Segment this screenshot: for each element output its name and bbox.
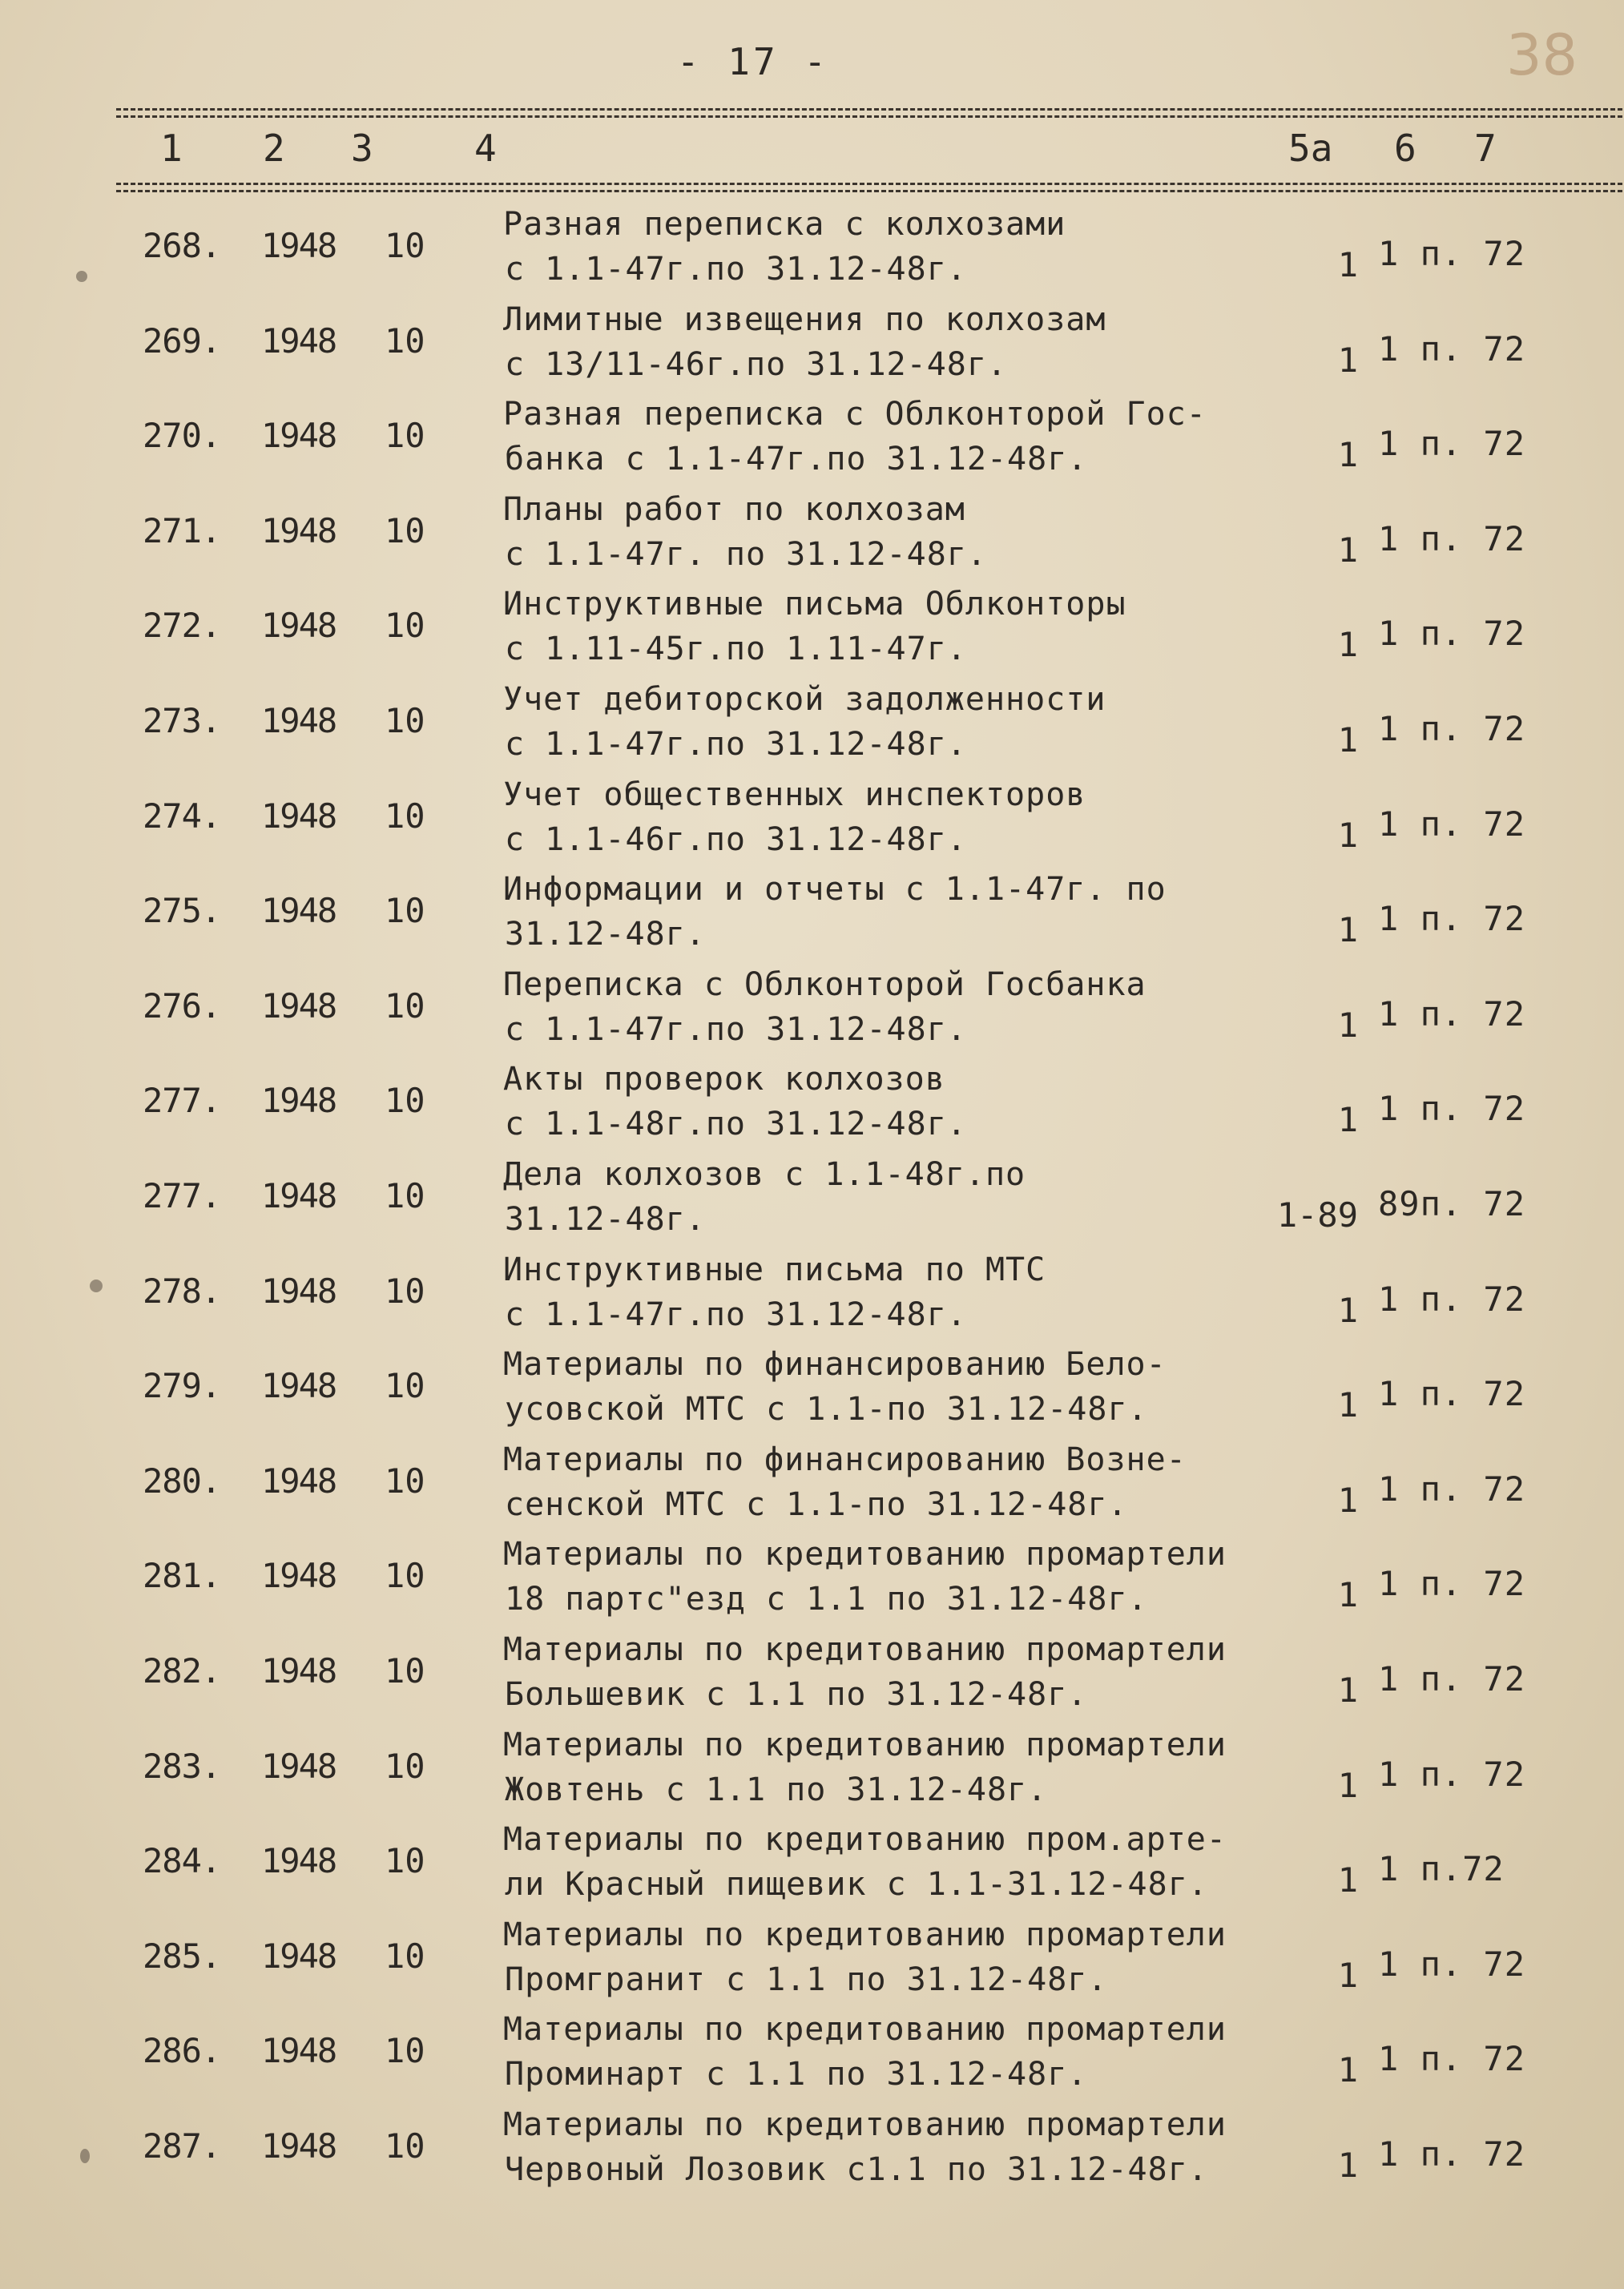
record-year: 1948: [261, 606, 336, 646]
record-title-line2: Червоный Лозовик с1.1 по 31.12-48г.: [505, 2151, 1208, 2188]
record-title: [503, 1437, 1352, 1527]
column-header-5a: 5а: [1288, 127, 1333, 170]
record-retention: 1 п. 72: [1378, 899, 1526, 939]
record-sheets: 1: [1337, 1290, 1358, 1330]
record-title: [503, 1342, 1352, 1432]
header-rule-top-double: [116, 115, 1622, 118]
table-row: [0, 1532, 1624, 1626]
record-title-line2: с 1.11-45г.по 1.11-47г.: [505, 631, 967, 668]
record-number: 279.: [143, 1366, 221, 1406]
record-retention: 1 п. 72: [1378, 2134, 1526, 2174]
record-number: 271.: [143, 510, 221, 550]
record-title-line1: Учет дебиторской задолженности: [503, 681, 1106, 718]
record-title-line1: Информации и отчеты с 1.1-47г. по: [503, 871, 1167, 909]
record-sheets: 1: [1337, 1480, 1358, 1520]
record-title-line1: Материалы по кредитованию промартели: [503, 2011, 1227, 2049]
record-title: [503, 1247, 1352, 1337]
table-row: [0, 2007, 1624, 2102]
record-retention: 1 п. 72: [1378, 1564, 1526, 1604]
record-sheets: 1: [1337, 1860, 1358, 1900]
record-number: 284.: [143, 1841, 221, 1881]
record-number: 274.: [143, 796, 221, 836]
record-title: [503, 1057, 1352, 1147]
page-number: - 17 -: [676, 40, 830, 83]
record-sheets: 1: [1337, 340, 1358, 380]
record-retention: 1 п. 72: [1378, 1374, 1526, 1414]
record-title: [503, 297, 1352, 387]
record-sheets: 1: [1337, 1575, 1358, 1615]
record-title-line1: Дела колхозов с 1.1-48г.по: [503, 1156, 1026, 1193]
record-retention: 1 п. 72: [1378, 234, 1526, 273]
record-fund: 10: [385, 1366, 425, 1406]
header-rule-bottom: [116, 183, 1622, 185]
record-year: 1948: [261, 416, 336, 456]
record-sheets: 1: [1337, 435, 1358, 475]
record-year: 1948: [261, 226, 336, 265]
record-number: 273.: [143, 701, 221, 740]
record-title: [503, 582, 1352, 671]
record-retention: 1 п. 72: [1378, 424, 1526, 464]
record-number: 281.: [143, 1556, 221, 1596]
record-title-line2: Проминарт с 1.1 по 31.12-48г.: [505, 2056, 1088, 2094]
record-sheets: 1: [1337, 2050, 1358, 2090]
record-sheets: 1-89: [1276, 1195, 1358, 1235]
record-year: 1948: [261, 891, 336, 931]
record-fund: 10: [385, 1556, 425, 1596]
record-title-line1: Материалы по кредитованию промартели: [503, 2106, 1227, 2143]
record-year: 1948: [261, 1746, 336, 1786]
record-sheets: 1: [1337, 1955, 1358, 1995]
record-year: 1948: [261, 701, 336, 740]
record-fund: 10: [385, 226, 425, 265]
record-retention: 1 п. 72: [1378, 2039, 1526, 2079]
record-fund: 10: [385, 510, 425, 550]
record-fund: 10: [385, 416, 425, 456]
record-number: 272.: [143, 606, 221, 646]
header-rule-bottom-double: [116, 190, 1622, 192]
record-title: [503, 2102, 1352, 2192]
record-title-line1: Планы работ по колхозам: [503, 490, 965, 528]
record-title: [503, 392, 1352, 482]
record-number: 278.: [143, 1271, 221, 1311]
record-title-line1: Разная переписка с колхозами: [503, 206, 1066, 243]
record-retention: 1 п. 72: [1378, 1279, 1526, 1319]
record-title-line2: 18 партс"езд с 1.1 по 31.12-48г.: [505, 1581, 1148, 1618]
record-sheets: 1: [1337, 910, 1358, 950]
record-year: 1948: [261, 2126, 336, 2166]
table-row: [0, 1627, 1624, 1722]
record-number: 268.: [143, 226, 221, 265]
record-year: 1948: [261, 510, 336, 550]
table-row: [0, 867, 1624, 961]
record-number: 270.: [143, 416, 221, 456]
record-sheets: 1: [1337, 530, 1358, 570]
record-title-line1: Инструктивные письма Облконторы: [503, 586, 1126, 623]
record-title-line1: Акты проверок колхозов: [503, 1061, 945, 1098]
record-title: [503, 677, 1352, 767]
record-number: 276.: [143, 985, 221, 1026]
record-title-line2: с 1.1-47г.по 31.12-48г.: [505, 726, 967, 763]
record-title-line1: Материалы по кредитованию промартели: [503, 1536, 1227, 1574]
record-year: 1948: [261, 1936, 336, 1976]
record-year: 1948: [261, 2031, 336, 2071]
table-row: [0, 1817, 1624, 1912]
table-row: [0, 1247, 1624, 1342]
record-retention: 1 п. 72: [1378, 328, 1526, 369]
record-fund: 10: [385, 891, 425, 931]
record-title-line1: Материалы по кредитованию промартели: [503, 1631, 1227, 1668]
record-title-line2: с 1.1-47г.по 31.12-48г.: [505, 1296, 967, 1333]
record-number: 286.: [143, 2031, 221, 2071]
table-row: [0, 1152, 1624, 1247]
record-sheets: 1: [1337, 1385, 1358, 1425]
table-row: [0, 677, 1624, 772]
record-year: 1948: [261, 796, 336, 836]
record-fund: 10: [385, 701, 425, 740]
header-rule-top: [116, 108, 1622, 111]
table-row: [0, 2102, 1624, 2197]
column-header-2: 2: [263, 127, 285, 170]
record-title-line2: Жовтень с 1.1 по 31.12-48г.: [505, 1771, 1048, 1808]
table-row: [0, 1437, 1624, 1532]
record-title-line1: Материалы по кредитованию промартели: [503, 1726, 1227, 1763]
table-row: [0, 1723, 1624, 1817]
table-row: [0, 582, 1624, 676]
record-sheets: 1: [1337, 815, 1358, 855]
record-retention: 1 п. 72: [1378, 1089, 1526, 1129]
column-header-3: 3: [351, 127, 373, 170]
record-title-line2: Промгранит с 1.1 по 31.12-48г.: [505, 1961, 1108, 1998]
record-title: [503, 962, 1352, 1052]
record-year: 1948: [261, 985, 336, 1026]
record-year: 1948: [261, 1461, 336, 1501]
record-year: 1948: [261, 1556, 336, 1596]
paper-hole-mark: [80, 2149, 90, 2163]
record-retention: 1 п. 72: [1378, 709, 1526, 748]
record-title-line2: с 1.1-47г.по 31.12-48г.: [505, 1010, 967, 1048]
record-fund: 10: [385, 1936, 425, 1976]
record-title: [503, 202, 1352, 292]
record-fund: 10: [385, 1081, 425, 1121]
record-sheets: 1: [1337, 245, 1358, 284]
record-title-line2: усовской МТС с 1.1-по 31.12-48г.: [505, 1391, 1148, 1429]
record-fund: 10: [385, 796, 425, 836]
record-retention: 1 п.72: [1378, 1849, 1505, 1889]
record-title: [503, 2007, 1352, 2097]
record-title-line2: сенской МТС с 1.1-по 31.12-48г.: [505, 1485, 1128, 1523]
table-row: [0, 1912, 1624, 2007]
table-row: [0, 962, 1624, 1057]
record-sheets: 1: [1337, 1100, 1358, 1140]
record-fund: 10: [385, 2031, 425, 2071]
record-title-line1: Материалы по финансированию Возне-: [503, 1441, 1187, 1478]
table-row: [0, 392, 1624, 486]
record-title: [503, 867, 1352, 957]
paper-hole-mark: [90, 1280, 103, 1292]
archive-page-number: 38: [1506, 22, 1578, 88]
record-title-line2: с 1.1-47г. по 31.12-48г.: [505, 535, 987, 573]
record-fund: 10: [385, 606, 425, 646]
record-year: 1948: [261, 1651, 336, 1691]
record-title: [503, 1532, 1352, 1622]
column-header-4: 4: [474, 127, 497, 170]
record-fund: 10: [385, 1176, 425, 1215]
record-title-line1: Материалы по кредитованию промартели: [503, 1916, 1227, 1953]
table-row: [0, 297, 1624, 392]
record-retention: 1 п. 72: [1378, 1659, 1526, 1699]
record-number: 277.: [143, 1081, 221, 1121]
record-title: [503, 487, 1352, 577]
column-header-7: 7: [1474, 127, 1497, 170]
record-fund: 10: [385, 1651, 425, 1691]
record-title-line1: Материалы по кредитованию пром.арте-: [503, 1821, 1227, 1859]
record-number: 275.: [143, 891, 221, 931]
record-title-line2: с 1.1-48г.по 31.12-48г.: [505, 1106, 967, 1143]
record-sheets: 1: [1337, 625, 1358, 665]
record-number: 283.: [143, 1746, 221, 1786]
record-retention: 1 п. 72: [1378, 1469, 1526, 1509]
record-fund: 10: [385, 1841, 425, 1881]
record-title-line2: Большевик с 1.1 по 31.12-48г.: [505, 1676, 1088, 1713]
record-title: [503, 1912, 1352, 2002]
record-number: 280.: [143, 1461, 221, 1501]
record-title-line2: с 1.1-47г.по 31.12-48г.: [505, 251, 967, 288]
record-year: 1948: [261, 1081, 336, 1121]
record-title: [503, 1627, 1352, 1717]
record-number: 285.: [143, 1936, 221, 1976]
record-title-line2: ли Красный пищевик с 1.1-31.12-48г.: [505, 1866, 1208, 1904]
record-title-line1: Инструктивные письма по МТС: [503, 1251, 1046, 1288]
record-fund: 10: [385, 985, 425, 1026]
record-title-line2: 31.12-48г.: [505, 916, 706, 953]
record-retention: 89п. 72: [1378, 1184, 1526, 1223]
record-sheets: 1: [1337, 720, 1358, 760]
record-number: 277.: [143, 1176, 221, 1215]
record-retention: 1 п. 72: [1378, 518, 1526, 558]
record-title-line1: Учет общественных инспекторов: [503, 776, 1086, 813]
record-number: 269.: [143, 320, 221, 361]
record-retention: 1 п. 72: [1378, 1754, 1526, 1794]
record-sheets: 1: [1337, 2146, 1358, 2185]
record-retention: 1 п. 72: [1378, 993, 1526, 1034]
record-retention: 1 п. 72: [1378, 1944, 1526, 1984]
record-title: [503, 1152, 1352, 1242]
record-title-line2: с 1.1-46г.по 31.12-48г.: [505, 820, 967, 858]
table-row: [0, 1342, 1624, 1437]
record-year: 1948: [261, 1271, 336, 1311]
record-title-line2: 31.12-48г.: [505, 1201, 706, 1238]
paper-hole-mark: [76, 271, 87, 282]
record-title-line1: Разная переписка с Облконторой Гос-: [503, 396, 1207, 433]
record-retention: 1 п. 72: [1378, 804, 1526, 844]
record-sheets: 1: [1337, 1670, 1358, 1710]
record-number: 282.: [143, 1651, 221, 1691]
record-year: 1948: [261, 1841, 336, 1881]
column-header-6: 6: [1394, 127, 1416, 170]
record-retention: 1 п. 72: [1378, 614, 1526, 654]
record-title-line1: Материалы по финансированию Бело-: [503, 1346, 1167, 1384]
table-row: [0, 487, 1624, 582]
record-title-line2: с 13/11-46г.по 31.12-48г.: [505, 345, 1008, 383]
record-number: 287.: [143, 2126, 221, 2166]
record-title-line1: Лимитные извещения по колхозам: [503, 300, 1106, 338]
record-year: 1948: [261, 1176, 336, 1215]
table-row: [0, 772, 1624, 867]
record-fund: 10: [385, 1271, 425, 1311]
table-row: [0, 1057, 1624, 1151]
record-title: [503, 1817, 1352, 1907]
record-year: 1948: [261, 320, 336, 361]
record-fund: 10: [385, 320, 425, 361]
record-sheets: 1: [1337, 1765, 1358, 1805]
record-title-line1: Переписка с Облконторой Госбанка: [503, 965, 1146, 1003]
record-title-line2: банка с 1.1-47г.по 31.12-48г.: [505, 441, 1088, 478]
table-row: [0, 202, 1624, 296]
record-sheets: 1: [1337, 1005, 1358, 1045]
record-title: [503, 1723, 1352, 1812]
record-fund: 10: [385, 1746, 425, 1786]
record-title: [503, 772, 1352, 862]
record-fund: 10: [385, 2126, 425, 2166]
column-header-1: 1: [160, 127, 183, 170]
record-year: 1948: [261, 1366, 336, 1406]
record-fund: 10: [385, 1461, 425, 1501]
